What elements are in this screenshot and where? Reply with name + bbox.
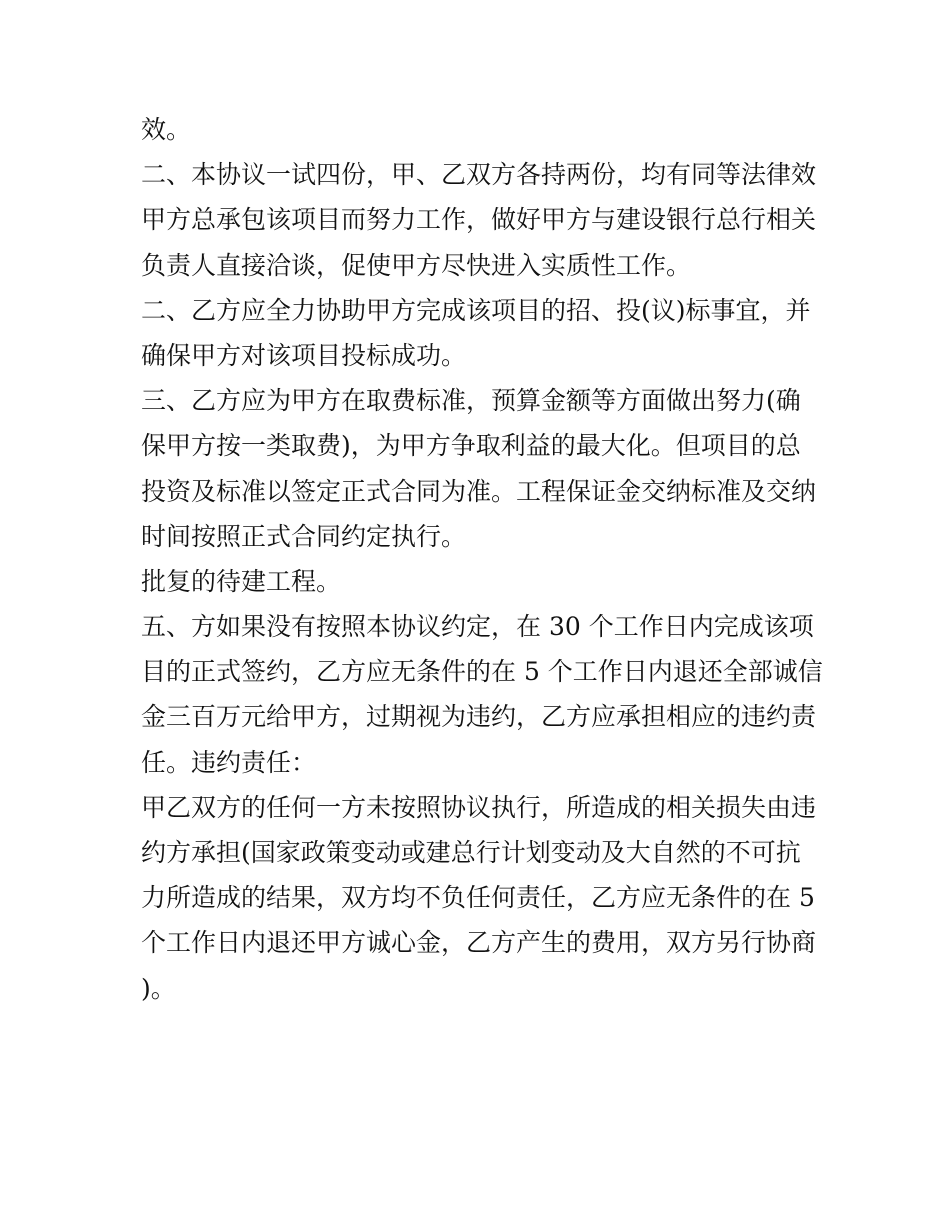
text-line: 保甲方按一类取费)，为甲方争取利益的最大化。但项目的总: [141, 431, 801, 461]
text-line: 五、方如果没有按照本协议约定，在 30 个工作日内完成该项: [141, 612, 814, 642]
text-line: )。: [141, 973, 176, 1003]
text-line: 甲乙双方的任何一方未按照协议执行，所造成的相关损失由违: [141, 792, 817, 822]
text-line: 投资及标准以签定正式合同为准。工程保证金交纳标准及交纳: [141, 476, 817, 506]
text-line: 效。: [141, 115, 192, 144]
text-line: 力所造成的结果，双方均不负任何责任，乙方应无条件的在 5: [141, 883, 815, 913]
text-line: 甲方总承包该项目而努力工作，做好甲方与建设银行总行相关: [141, 205, 817, 235]
text-line: 时间按照正式合同约定执行。: [141, 521, 467, 551]
text-line: 三、乙方应为甲方在取费标准，预算金额等方面做出努力(确: [141, 386, 801, 416]
text-line: 二、本协议一试四份，甲、乙双方各持两份，均有同等法律效: [141, 160, 817, 190]
text-line: 个工作日内退还甲方诚心金，乙方产生的费用，双方另行协商: [141, 928, 817, 958]
text-line: 确保甲方对该项目投标成功。: [141, 340, 467, 370]
text-line: 批复的待建工程。: [141, 566, 342, 596]
text-line: 金三百万元给甲方，过期视为违约，乙方应承担相应的违约责: [141, 702, 817, 732]
text-line: 负责人直接洽谈，促使甲方尽快进入实质性工作。: [141, 250, 692, 280]
text-line: 约方承担(国家政策变动或建总行计划变动及大自然的不可抗: [141, 838, 801, 867]
document-body: [141, 107, 821, 1011]
text-line: 任。违约责任：: [141, 747, 317, 777]
text-line: 二、乙方应全力协助甲方完成该项目的招、投(议)标事宜，并: [141, 295, 811, 325]
text-line: 目的正式签约，乙方应无条件的在 5 个工作日内退还全部诚信: [141, 657, 823, 687]
